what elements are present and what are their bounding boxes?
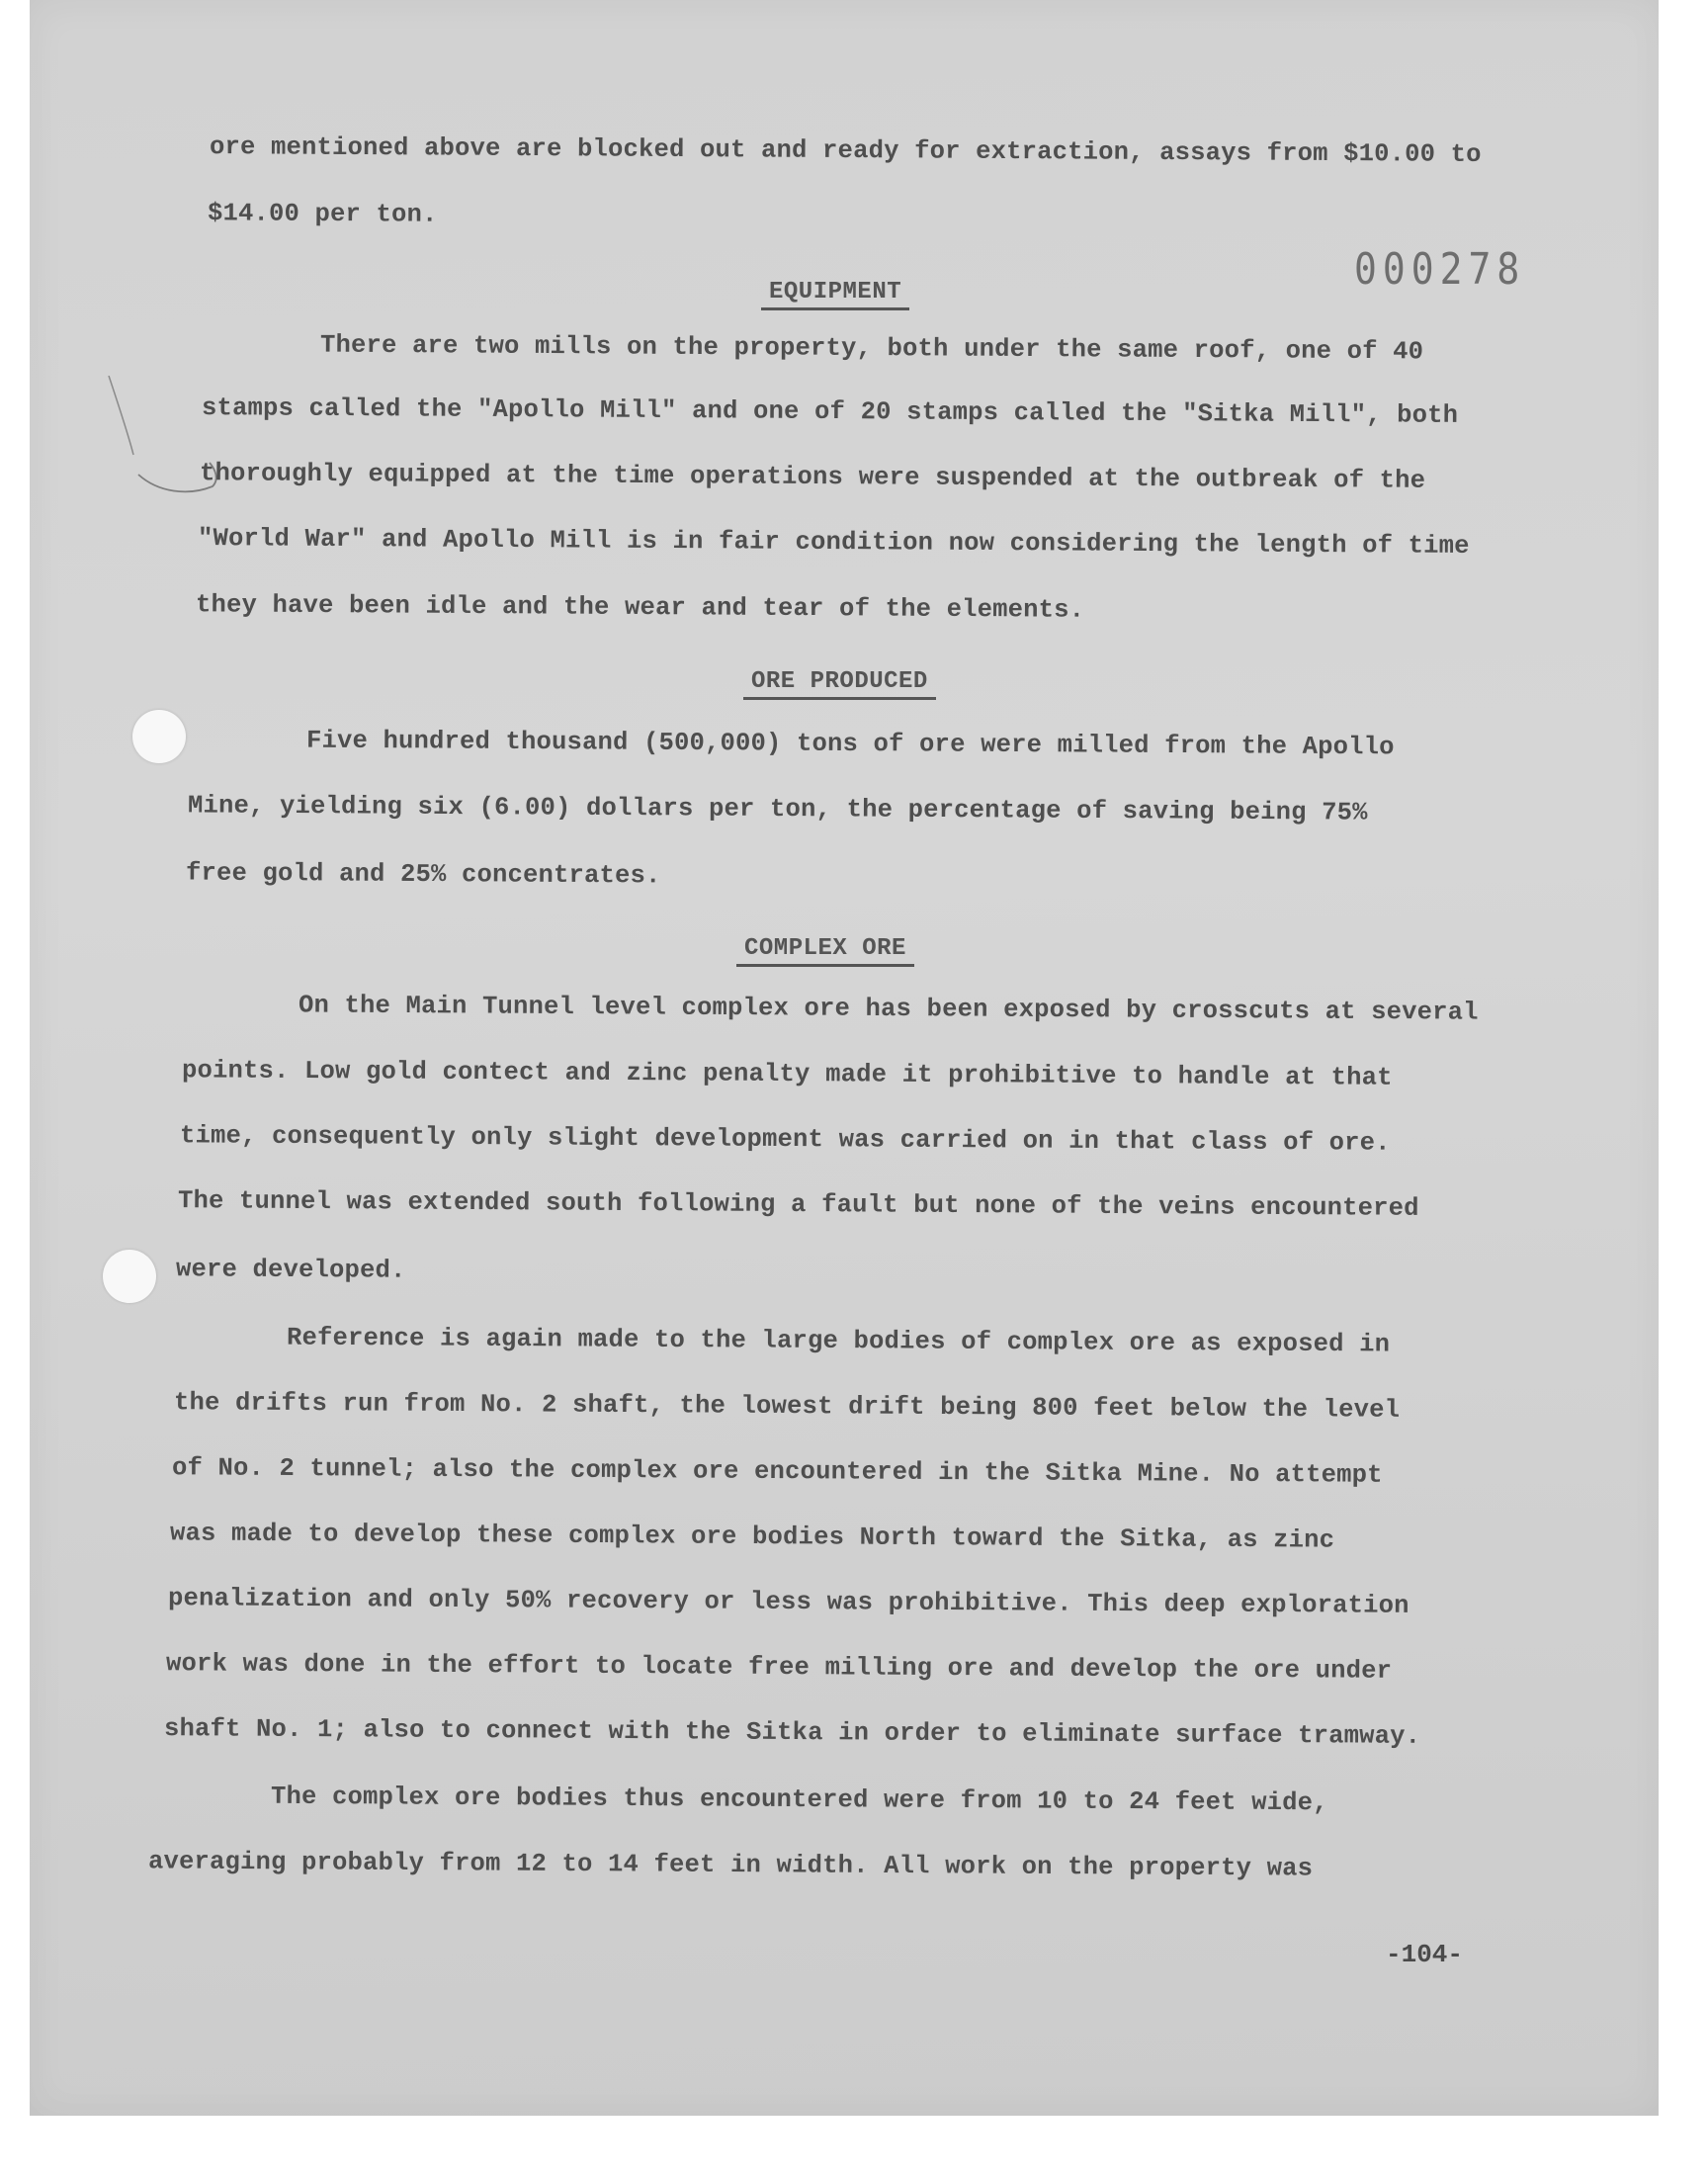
text-line: points. Low gold contect and zinc penalty made it prohibitive to handle at that (181, 1056, 1393, 1092)
text-line: stamps called the "Apollo Mill" and one of 20 stamps called the "Sitka Mill", both (201, 393, 1459, 430)
text-line: Five hundred thousand (500,000) tons of ore were milled from the Apollo (305, 726, 1395, 762)
text-line: were developed. (175, 1255, 406, 1285)
text-line: Reference is again made to the large bodies of complex ore as exposed in (286, 1323, 1391, 1359)
text-line: There are two mills on the property, both under the same roof, one of 40 (319, 330, 1424, 367)
section-heading-equipment: EQUIPMENT (761, 279, 909, 310)
text-line: Mine, yielding six (6.00) dollars per ton, the percentage of saving being 75% (187, 791, 1368, 827)
document-control-number: 000278 (1354, 243, 1526, 295)
text-line: $14.00 per ton. (207, 199, 438, 229)
text-line: The complex ore bodies thus encountered were from 10 to 24 feet wide, (270, 1782, 1328, 1818)
text-line: work was done in the effort to locate free milling ore and develop the ore under (165, 1649, 1393, 1686)
text-line: free gold and 25% concentrates. (185, 858, 661, 891)
text-line: was made to develop these complex ore bodies North toward the Sitka, as zinc (169, 1519, 1335, 1555)
text-line: On the Main Tunnel level complex ore has been exposed by crosscuts at several (298, 991, 1479, 1027)
punch-hole-lower (103, 1250, 156, 1303)
document-page (30, 0, 1659, 2116)
text-line: averaging probably from 12 to 14 feet in width. All work on the property was (147, 1847, 1314, 1883)
punch-hole-upper (132, 710, 186, 763)
text-line: penalization and only 50% recovery or less was prohibitive. This deep exploration (167, 1584, 1409, 1620)
text-line: shaft No. 1; also to connect with the Sitka in order to eliminate surface tramway. (163, 1714, 1421, 1751)
text-line: they have been idle and the wear and tear of the elements. (195, 590, 1085, 625)
text-line: The tunnel was extended south following a fault but none of the veins encountered (177, 1186, 1419, 1223)
text-line: "World War" and Apollo Mill is in fair condition now considering the length of time (197, 524, 1470, 561)
text-line: thoroughly equipped at the time operations were suspended at the outbreak of the (199, 459, 1426, 495)
section-heading-complex-ore: COMPLEX ORE (736, 935, 914, 967)
text-line: ore mentioned above are blocked out and ready for extraction, assays from $10.00 to (209, 132, 1482, 169)
page-number: -104- (1386, 1940, 1464, 1969)
text-line: of No. 2 tunnel; also the complex ore encountered in the Sitka Mine. No attempt (171, 1453, 1383, 1490)
text-line: time, consequently only slight development was carried on in that class of ore. (179, 1121, 1391, 1158)
section-heading-ore-produced: ORE PRODUCED (743, 668, 936, 700)
text-line: the drifts run from No. 2 shaft, the lowest drift being 800 feet below the level (173, 1388, 1401, 1425)
